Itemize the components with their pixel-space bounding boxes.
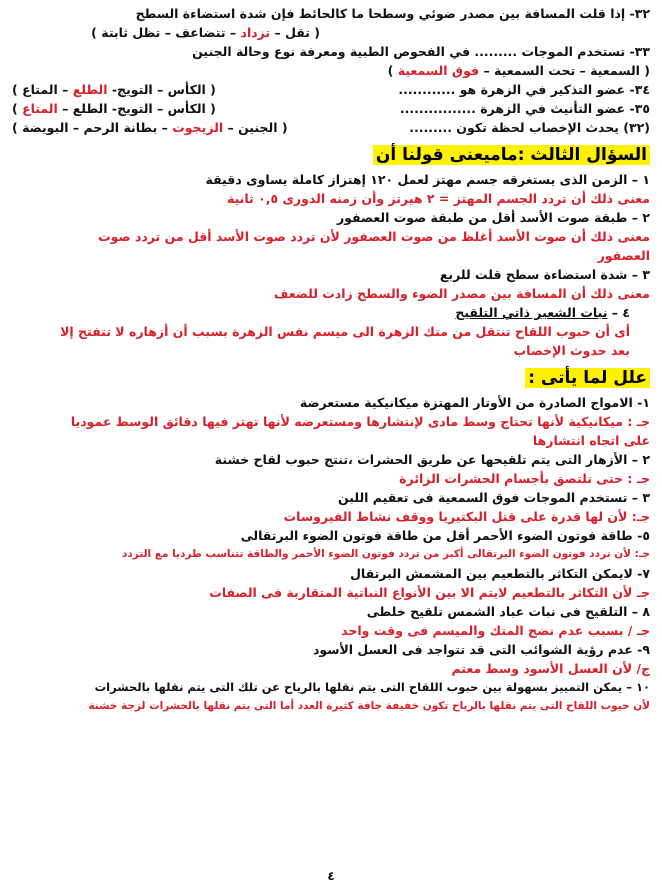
question-33-options: ( السمعية – تحت السمعية – فوق السمعية ) xyxy=(387,63,650,78)
section-4-heading xyxy=(12,366,650,390)
correct-answer: الطلع xyxy=(72,82,108,97)
page-number: ٤ xyxy=(327,869,335,883)
s3-answer-4-cont: بعد حدوث الإخصاب xyxy=(513,343,630,358)
question-32-options: ( تقل – تزداد – تتضاعف – تظل ثابتة ) xyxy=(91,25,320,40)
s4-answer-7: جـ لأن التكاثر بالتطعيم لايتم الا بين الأنواع النباتية المتقاربة فى الصفات xyxy=(209,585,650,600)
s4-answer-1-cont: على اتجاه انتشارها xyxy=(532,433,650,448)
s4-question-5: ٥- طاقة فوتون الضوء الأحمر أقل من طاقة فوتون الضوء البرتقالى xyxy=(240,528,650,543)
s3-question-3: ٣ – شدة استضاءة سطح قلت للربع xyxy=(439,267,650,282)
section-3-heading xyxy=(12,143,650,167)
correct-answer: الزيجوت xyxy=(172,120,224,135)
s4-question-10: ١٠ – يمكن التمييز بسهولة بين حبوب اللقاح التى يتم نقلها بالرياح عن تلك التى يتم نقلها بالحشرات xyxy=(94,680,650,694)
s4-answer-3: جـ: لأن لها قدرة على قتل البكتيريا ووقف نشاط الفيروسات xyxy=(283,509,650,524)
question-34: ٣٤- عضو التذكير في الزهرة هو ............ xyxy=(398,82,650,97)
section-3-items xyxy=(12,170,650,360)
s4-answer-5: جـ: لأن تردد فوتون الضوء البرتقالى أكبر من تردد فوتون الضوء الأحمر والطاقة تتناسب طرديا مع التردد xyxy=(122,548,650,560)
question-34-options: ( الكأس – التويج- الطلع – المتاع ) xyxy=(12,82,216,97)
question-32b-options: ( الجنين – الزيجوت – بطانة الرحم – البويضة ) xyxy=(12,120,288,135)
s4-answer-9: ج/ لأن العسل الأسود وسط معتم xyxy=(451,661,650,676)
s3-question-4: ٤ – نبات الشعير ذاتي التلقيح xyxy=(455,305,630,320)
section-3-title: السؤال الثالث :ماميعنى قولنا أن xyxy=(373,145,650,165)
s3-answer-4: أى أن حبوب اللقاح تنتقل من متك الزهرة الى ميسم نفس الزهرة بسبب أن أزهاره لا تتفتح إلا xyxy=(60,324,630,339)
question-32b-row xyxy=(12,118,650,137)
pair-questions xyxy=(12,80,650,137)
s4-question-1: ١- الامواج الصادرة من الأوتار المهتزة ميكانيكية مستعرضة xyxy=(299,395,650,410)
s4-answer-8: جـ / بسبب عدم نضج المتك والميسم فى وقت واحد xyxy=(341,623,650,638)
question-35-options: ( الكأس – التويج- الطلع – المتاع ) xyxy=(12,101,216,116)
correct-answer: تزداد xyxy=(240,25,271,40)
s3-answer-1: معنى ذلك أن تردد الجسم المهتز = ٢ هيرتز وأن زمنه الدورى ٠,٥ ثانية xyxy=(226,191,650,206)
question-34-row xyxy=(12,80,650,99)
section-4-title: علل لما يأتى : xyxy=(525,368,650,388)
s3-question-2: ٢ – طبقة صوت الأسد أقل من طبقة صوت العصفور xyxy=(336,210,650,225)
question-32: ٣٢- إذا قلت المسافة بين مصدر ضوئي وسطحا ما كالحائط فإن شدة استضاءة السطح xyxy=(135,6,650,21)
s3-answer-3: معنى ذلك أن المسافة بين مصدر الضوء والسطح زادت للضعف xyxy=(273,286,650,301)
s4-question-3: ٣ – تستخدم الموجات فوق السمعية فى تعقيم اللبن xyxy=(338,490,650,505)
section-4-items xyxy=(12,393,650,716)
top-questions xyxy=(12,4,650,80)
s4-answer-10: لأن حبوب اللقاح التى يتم نقلها بالرياح تكون خفيفة جافة كثيرة العدد أما التى يتم نقلها بالحشرات لزجة خشنة xyxy=(88,700,650,712)
s4-answer-2: جـ : حتى تلتصق بأجسام الحشرات الزائرة xyxy=(399,471,650,486)
s4-question-8: ٨ – التلقيح فى نبات عباد الشمس تلقيح خلطى xyxy=(366,604,650,619)
question-35: ٣٥- عضو التأنيث في الزهرة ................ xyxy=(399,101,650,116)
s3-question-1: ١ – الزمن الذى يستغرقه جسم مهتز لعمل ١٢٠ إهتزاز كاملة يساوى دقيقة xyxy=(205,172,650,187)
correct-answer: فوق السمعية xyxy=(397,63,480,78)
s4-question-9: ٩- عدم رؤية الشوائب التى قد تتواجد فى العسل الأسود xyxy=(312,642,650,657)
s3-answer-2-cont: العصفور xyxy=(597,248,650,263)
question-33: ٣٣- تستخدم الموجات ......... في الفحوص الطبية ومعرفة نوع وحالة الجنين xyxy=(192,44,650,59)
question-35-row xyxy=(12,99,650,118)
s4-question-7: ٧- لايمكن التكاثر بالتطعيم بين المشمش البرتقال xyxy=(350,566,650,581)
question-32b: (٣٢) يحدث الإخصاب لحظة تكون ......... xyxy=(409,120,650,135)
s3-answer-2: معنى ذلك أن صوت الأسد أغلظ من صوت العصفور لأن تردد صوت الأسد أقل من تردد صوت xyxy=(98,229,650,244)
s4-answer-1: جـ : ميكانيكية لأنها تحتاج وسط مادى لإنتشارها ومستعرضه لأنها تهتز فيها دقائق الوسط عموديا xyxy=(70,414,650,429)
s4-question-2: ٢ – الأزهار التى يتم تلقيحها عن طريق الحشرات ،تنتج حبوب لقاح خشنة xyxy=(214,452,650,467)
correct-answer: المتاع xyxy=(22,101,58,116)
